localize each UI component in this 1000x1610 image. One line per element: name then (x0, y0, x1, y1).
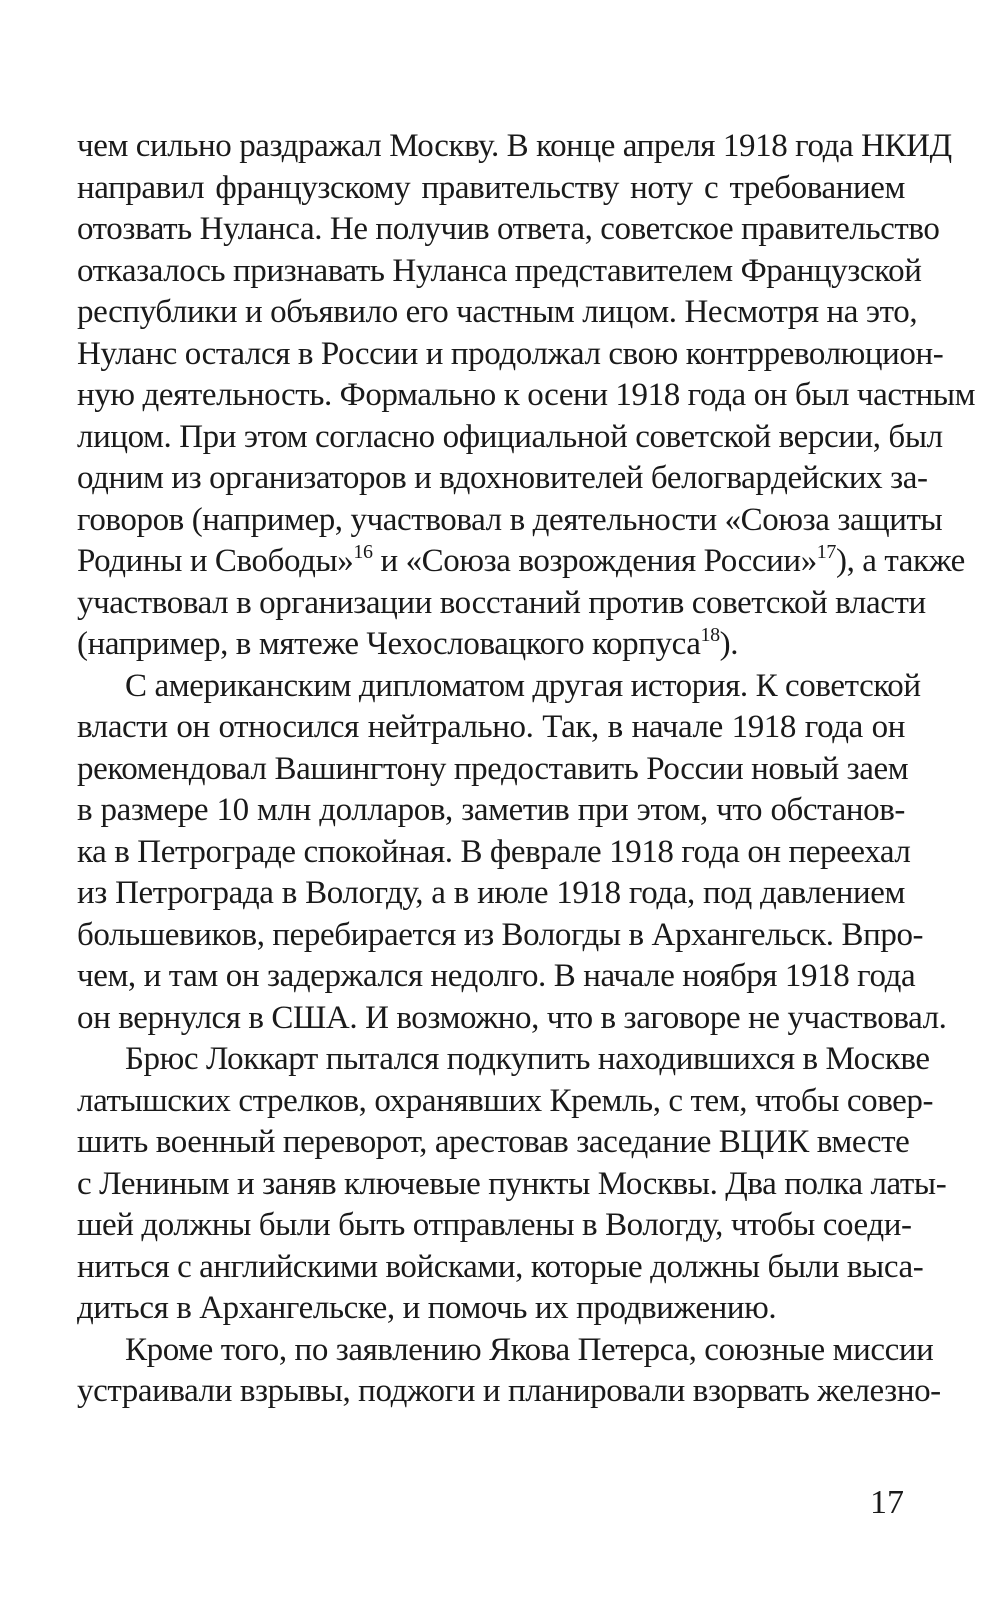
text-line: власти он относился нейтрально. Так, в начале 1918 года он (77, 709, 905, 745)
text-line: республики и объявило его частным лицом. Несмотря на это, (77, 294, 918, 330)
text-fragment: ). (719, 626, 739, 662)
paragraph-2 (77, 666, 947, 1040)
footnote-ref-18[interactable]: 18 (700, 624, 720, 646)
text-line: отказалось признавать Нуланса представителем Французской (77, 252, 922, 289)
footnote-ref-17[interactable]: 17 (816, 541, 836, 563)
text-line: он вернулся в США. И возможно, что в заговоре не участвовал. (77, 999, 947, 1036)
text-line: участвовал в организации восстаний против советской власти (77, 584, 926, 621)
text-line: чем сильно раздражал Москву. В конце апреля 1918 года НКИД (77, 128, 952, 164)
text-line: с Лениным и заняв ключевые пункты Москвы. Два полка латы- (77, 1165, 947, 1202)
text-line: направил французскому правительству ноту с требованием (77, 169, 905, 206)
paragraph-3 (77, 1039, 947, 1330)
text-line: устраивали взрывы, поджоги и планировали взорвать железно- (77, 1373, 941, 1409)
text-line: большевиков, перебирается из Вологды в Архангельск. Впро- (77, 916, 924, 953)
paragraph-1 (77, 126, 976, 666)
text-line: в размере 10 млн долларов, заметив при этом, что обстанов- (77, 792, 905, 828)
text-line: С американским дипломатом другая история. К советской (125, 667, 921, 704)
text-line: лицом. При этом согласно официальной советской версии, был (77, 418, 943, 455)
text-line-with-footnote (77, 624, 905, 666)
text-line: диться в Архангельске, и помочь их продвижению. (77, 1290, 777, 1326)
text-fragment: Родины и Свободы» (77, 543, 354, 579)
text-line: Нуланс остался в России и продолжал свою контрреволюцион- (77, 335, 944, 372)
text-line: говоров (например, участвовал в деятельности «Союза защиты (77, 501, 943, 538)
text-line: чем, и там он задержался недолго. В начале ноября 1918 года (77, 958, 916, 994)
text-line: Брюс Локкарт пытался подкупить находившихся в Москве (125, 1041, 930, 1077)
text-fragment: и «Союза возрождения России» (372, 543, 817, 579)
text-line: шей должны были быть отправлены в Вологду, чтобы соеди- (77, 1207, 912, 1243)
book-page-text (77, 126, 976, 1413)
text-line: Кроме того, по заявлению Якова Петерса, союзные миссии (125, 1331, 934, 1368)
text-line: одним из организаторов и вдохновителей белогвардейских за- (77, 460, 928, 496)
text-line: шить военный переворот, арестовав заседание ВЦИК вместе (77, 1124, 910, 1160)
text-fragment: ), а также (836, 543, 965, 579)
page-number: 17 (870, 1484, 904, 1521)
footnote-ref-16[interactable]: 16 (353, 541, 373, 563)
text-line: отозвать Нуланса. Не получив ответа, советское правительство (77, 211, 940, 247)
paragraph-4 (77, 1330, 941, 1413)
text-line: ка в Петрограде спокойная. В феврале 1918 года он переехал (77, 833, 911, 870)
text-line: из Петрограда в Вологду, а в июле 1918 года, под давлением (77, 875, 905, 911)
text-line: латышских стрелков, охранявших Кремль, с тем, чтобы совер- (77, 1082, 934, 1119)
text-line: ниться с английскими войсками, которые должны были выса- (77, 1248, 924, 1285)
text-fragment: (например, в мятеже Чехословацкого корпуса (77, 626, 701, 662)
text-line: ную деятельность. Формально к осени 1918 года он был частным (77, 377, 976, 413)
text-line-with-footnotes (77, 541, 965, 583)
text-line: рекомендовал Вашингтону предоставить России новый заем (77, 750, 909, 787)
